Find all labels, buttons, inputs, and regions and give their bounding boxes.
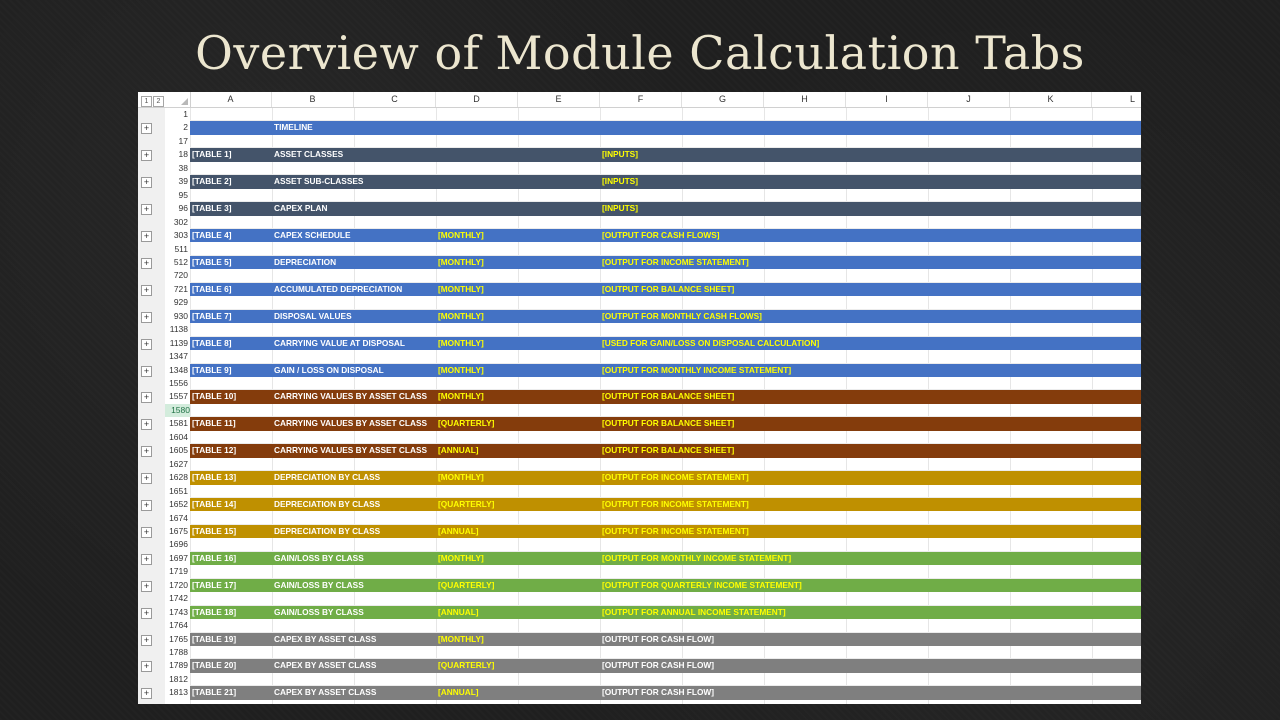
table-row (138, 337, 1141, 350)
row-number[interactable]: 38 (178, 162, 188, 173)
expand-group-plus-icon[interactable]: + (141, 258, 152, 269)
table-id-cell: [TABLE 6] (192, 283, 232, 294)
column-header-b[interactable]: B (272, 92, 354, 107)
table-row (138, 458, 1141, 471)
column-header-k[interactable]: K (1010, 92, 1092, 107)
table-name-cell: CAPEX PLAN (274, 203, 328, 214)
table-row (138, 525, 1141, 538)
table-row (138, 417, 1141, 430)
row-number[interactable]: 1556 (169, 378, 188, 388)
expand-group-plus-icon[interactable]: + (141, 123, 152, 134)
expand-group-plus-icon[interactable]: + (141, 446, 152, 457)
expand-group-plus-icon[interactable]: + (141, 473, 152, 484)
table-row (138, 565, 1141, 578)
frequency-cell: [ANNUAL] (438, 445, 479, 456)
table-row (138, 485, 1141, 498)
row-number[interactable]: 512 (173, 256, 188, 267)
output-note-cell: [OUTPUT FOR CASH FLOWS] (602, 230, 720, 241)
table-header-band[interactable] (190, 310, 1141, 323)
output-note-cell: [INPUTS] (602, 149, 638, 160)
column-header-l[interactable]: L (1092, 92, 1141, 107)
row-number[interactable]: 720 (173, 270, 188, 281)
frequency-cell: [ANNUAL] (438, 525, 479, 536)
row-number[interactable]: 1697 (169, 552, 188, 563)
table-name-cell: ASSET SUB-CLASSES (274, 176, 364, 187)
table-name-cell: CARRYING VALUES BY ASSET CLASS (274, 445, 428, 456)
table-id-cell: [TABLE 9] (192, 364, 232, 375)
table-row (138, 135, 1141, 148)
output-note-cell: [OUTPUT FOR MONTHLY INCOME STATEMENT] (602, 364, 792, 375)
table-header-band[interactable] (190, 229, 1141, 242)
row-number[interactable]: 302 (173, 216, 188, 227)
table-row (138, 377, 1141, 390)
frequency-cell: [QUARTERLY] (438, 499, 495, 510)
table-id-cell: [TABLE 13] (192, 472, 237, 483)
table-row (138, 646, 1141, 659)
output-note-cell: [OUTPUT FOR BALANCE SHEET] (602, 283, 735, 294)
table-row (138, 269, 1141, 282)
table-header-band[interactable] (190, 148, 1141, 161)
frequency-cell: [ANNUAL] (438, 687, 479, 698)
row-number[interactable]: 1674 (169, 512, 188, 523)
table-name-cell: DEPRECIATION BY CLASS (274, 525, 381, 536)
row-number[interactable]: 1696 (169, 539, 188, 550)
table-row (138, 686, 1141, 699)
expand-group-plus-icon[interactable]: + (141, 500, 152, 511)
frequency-cell: [QUARTERLY] (438, 660, 495, 671)
output-note-cell: [OUTPUT FOR BALANCE SHEET] (602, 418, 735, 429)
row-number[interactable]: 1764 (169, 620, 188, 631)
table-name-cell: GAIN/LOSS BY CLASS (274, 552, 364, 563)
table-row (138, 471, 1141, 484)
table-header-band[interactable] (190, 444, 1141, 457)
row-number[interactable]: 1742 (169, 593, 188, 604)
table-header-band[interactable] (190, 364, 1141, 377)
table-name-cell: DEPRECIATION BY CLASS (274, 499, 381, 510)
row-number[interactable]: 511 (174, 243, 188, 254)
select-all-corner[interactable] (165, 92, 191, 107)
frequency-cell: [MONTHLY] (438, 364, 484, 375)
row-number[interactable]: 1675 (169, 525, 188, 536)
table-id-cell: [TABLE 5] (192, 256, 232, 267)
table-row (138, 148, 1141, 161)
row-number[interactable]: 1788 (169, 647, 188, 657)
expand-group-plus-icon[interactable]: + (141, 554, 152, 565)
row-number[interactable]: 1719 (169, 566, 188, 577)
table-id-cell: [TABLE 3] (192, 203, 232, 214)
table-name-cell: CARRYING VALUE AT DISPOSAL (274, 337, 405, 348)
row-number[interactable]: 1580 (165, 404, 190, 417)
column-header-j[interactable]: J (928, 92, 1010, 107)
frequency-cell: [MONTHLY] (438, 283, 484, 294)
expand-group-plus-icon[interactable]: + (141, 635, 152, 646)
table-header-band[interactable] (190, 525, 1141, 538)
table-header-band[interactable] (190, 175, 1141, 188)
outline-level-1-button[interactable]: 1 (141, 96, 152, 107)
column-header-e[interactable]: E (518, 92, 600, 107)
row-number[interactable]: 1557 (169, 391, 188, 402)
slide-title: Overview of Module Calculation Tabs (195, 26, 1085, 80)
table-name-cell: DISPOSAL VALUES (274, 310, 352, 321)
column-header-a[interactable]: A (190, 92, 272, 107)
output-note-cell: [OUTPUT FOR ANNUAL INCOME STATEMENT] (602, 606, 786, 617)
row-number[interactable]: 1138 (169, 324, 188, 335)
row-number[interactable]: 1812 (169, 673, 188, 684)
row-number[interactable]: 1605 (169, 445, 188, 456)
row-number[interactable]: 18 (178, 149, 188, 160)
expand-group-plus-icon[interactable]: + (141, 231, 152, 242)
table-header-band[interactable] (190, 498, 1141, 511)
output-note-cell: [OUTPUT FOR INCOME STATEMENT] (602, 499, 749, 510)
table-row (138, 283, 1141, 296)
table-header-band[interactable] (190, 471, 1141, 484)
table-row (138, 175, 1141, 188)
table-row (138, 444, 1141, 457)
table-id-cell: [TABLE 10] (192, 391, 237, 402)
row-number[interactable]: 1627 (169, 458, 188, 469)
table-header-band[interactable] (190, 202, 1141, 215)
output-note-cell: [OUTPUT FOR MONTHLY CASH FLOWS] (602, 310, 762, 321)
column-header-i[interactable]: I (846, 92, 928, 107)
spreadsheet-grid[interactable] (138, 92, 1141, 704)
row-number[interactable]: 1604 (169, 431, 188, 442)
frequency-cell: [MONTHLY] (438, 256, 484, 267)
output-note-cell: [USED FOR GAIN/LOSS ON DISPOSAL CALCULATION] (602, 337, 820, 348)
table-row (138, 390, 1141, 403)
column-header-c[interactable]: C (354, 92, 436, 107)
output-note-cell: [OUTPUT FOR CASH FLOW] (602, 633, 714, 644)
table-row (138, 121, 1141, 134)
row-number[interactable]: 1139 (169, 337, 188, 348)
output-note-cell: [OUTPUT FOR BALANCE SHEET] (602, 445, 735, 456)
table-row (138, 619, 1141, 632)
row-number[interactable]: 17 (178, 135, 188, 146)
table-row (138, 592, 1141, 605)
table-name-cell: CAPEX BY ASSET CLASS (274, 687, 377, 698)
table-name-cell: TIMELINE (274, 122, 313, 133)
table-row (138, 673, 1141, 686)
table-name-cell: GAIN / LOSS ON DISPOSAL (274, 364, 384, 375)
row-number[interactable]: 96 (178, 203, 188, 214)
frequency-cell: [MONTHLY] (438, 337, 484, 348)
row-number[interactable]: 1628 (169, 472, 188, 483)
expand-group-plus-icon[interactable]: + (141, 419, 152, 430)
row-number[interactable]: 1347 (169, 351, 188, 362)
table-row (138, 243, 1141, 256)
row-number[interactable]: 1581 (169, 418, 188, 429)
table-row (138, 162, 1141, 175)
table-name-cell: DEPRECIATION (274, 256, 337, 267)
output-note-cell: [OUTPUT FOR QUARTERLY INCOME STATEMENT] (602, 579, 802, 590)
column-header-d[interactable]: D (436, 92, 518, 107)
output-note-cell: [OUTPUT FOR MONTHLY INCOME STATEMENT] (602, 552, 792, 563)
frequency-cell: [ANNUAL] (438, 606, 479, 617)
table-row (138, 431, 1141, 444)
table-name-cell: ACCUMULATED DEPRECIATION (274, 283, 403, 294)
table-header-band[interactable] (190, 121, 1141, 134)
expand-group-plus-icon[interactable]: + (141, 339, 152, 350)
row-number[interactable]: 929 (173, 297, 188, 308)
table-header-band[interactable] (190, 283, 1141, 296)
table-name-cell: GAIN/LOSS BY CLASS (274, 606, 364, 617)
table-name-cell: CARRYING VALUES BY ASSET CLASS (274, 418, 428, 429)
table-name-cell: CAPEX SCHEDULE (274, 230, 351, 241)
table-header-band[interactable] (190, 390, 1141, 403)
table-header-band[interactable] (190, 552, 1141, 565)
table-row (138, 512, 1141, 525)
table-id-cell: [TABLE 7] (192, 310, 232, 321)
expand-group-plus-icon[interactable]: + (141, 527, 152, 538)
table-row (138, 538, 1141, 551)
table-row (138, 404, 1141, 417)
table-id-cell: [TABLE 18] (192, 606, 237, 617)
table-row (138, 256, 1141, 269)
frequency-cell: [QUARTERLY] (438, 579, 495, 590)
table-header-band[interactable] (190, 256, 1141, 269)
table-row (138, 296, 1141, 309)
row-number[interactable]: 1813 (169, 687, 188, 698)
expand-group-plus-icon[interactable]: + (141, 661, 152, 672)
table-row (138, 606, 1141, 619)
frequency-cell: [MONTHLY] (438, 230, 484, 241)
row-number[interactable]: 1743 (169, 606, 188, 617)
row-number[interactable]: 1652 (169, 499, 188, 510)
table-name-cell: GAIN/LOSS BY CLASS (274, 579, 364, 590)
frequency-cell: [MONTHLY] (438, 633, 484, 644)
frequency-cell: [MONTHLY] (438, 552, 484, 563)
table-name-cell: CAPEX BY ASSET CLASS (274, 660, 377, 671)
table-id-cell: [TABLE 1] (192, 149, 232, 160)
expand-group-plus-icon[interactable]: + (141, 608, 152, 619)
outline-level-2-button[interactable]: 2 (153, 96, 164, 107)
frequency-cell: [MONTHLY] (438, 310, 484, 321)
table-row (138, 364, 1141, 377)
output-note-cell: [OUTPUT FOR CASH FLOW] (602, 687, 714, 698)
table-header-band[interactable] (190, 606, 1141, 619)
row-number[interactable]: 1765 (169, 633, 188, 644)
table-id-cell: [TABLE 19] (192, 633, 237, 644)
expand-group-plus-icon[interactable]: + (141, 392, 152, 403)
output-note-cell: [OUTPUT FOR INCOME STATEMENT] (602, 525, 749, 536)
table-id-cell: [TABLE 8] (192, 337, 232, 348)
row-number[interactable]: 1651 (169, 485, 188, 496)
expand-group-plus-icon[interactable]: + (141, 312, 152, 323)
row-number[interactable]: 1720 (169, 579, 188, 590)
table-name-cell: CARRYING VALUES BY ASSET CLASS (274, 391, 428, 402)
column-header-h[interactable]: H (764, 92, 846, 107)
row-number[interactable]: 721 (173, 283, 188, 294)
table-row (138, 189, 1141, 202)
table-row (138, 633, 1141, 646)
table-id-cell: [TABLE 20] (192, 660, 237, 671)
frequency-cell: [MONTHLY] (438, 391, 484, 402)
table-header-band[interactable] (190, 633, 1141, 646)
table-row (138, 108, 1141, 121)
table-header-band[interactable] (190, 337, 1141, 350)
row-number[interactable]: 39 (178, 176, 188, 187)
table-id-cell: [TABLE 4] (192, 230, 232, 241)
expand-group-plus-icon[interactable]: + (141, 285, 152, 296)
column-header-f[interactable]: F (600, 92, 682, 107)
table-row (138, 202, 1141, 215)
table-row (138, 310, 1141, 323)
table-id-cell: [TABLE 12] (192, 445, 237, 456)
expand-group-plus-icon[interactable]: + (141, 150, 152, 161)
output-note-cell: [OUTPUT FOR CASH FLOW] (602, 660, 714, 671)
frequency-cell: [QUARTERLY] (438, 418, 495, 429)
table-id-cell: [TABLE 2] (192, 176, 232, 187)
column-header-g[interactable]: G (682, 92, 764, 107)
row-number[interactable]: 930 (173, 310, 188, 321)
table-name-cell: CAPEX BY ASSET CLASS (274, 633, 377, 644)
row-number[interactable]: 1789 (169, 660, 188, 671)
output-note-cell: [INPUTS] (602, 176, 638, 187)
expand-group-plus-icon[interactable]: + (141, 581, 152, 592)
table-row (138, 579, 1141, 592)
table-id-cell: [TABLE 11] (192, 418, 236, 429)
table-row (138, 659, 1141, 672)
expand-group-plus-icon[interactable]: + (141, 204, 152, 215)
row-number[interactable]: 1348 (169, 364, 188, 375)
output-note-cell: [OUTPUT FOR BALANCE SHEET] (602, 391, 735, 402)
expand-group-plus-icon[interactable]: + (141, 688, 152, 699)
table-id-cell: [TABLE 15] (192, 525, 237, 536)
table-row (138, 498, 1141, 511)
table-header-band[interactable] (190, 686, 1141, 699)
row-number[interactable]: 1 (183, 109, 188, 119)
table-id-cell: [TABLE 21] (192, 687, 237, 698)
table-header-band[interactable] (190, 417, 1141, 430)
output-note-cell: [INPUTS] (602, 203, 638, 214)
table-row (138, 552, 1141, 565)
table-header-band[interactable] (190, 659, 1141, 672)
output-note-cell: [OUTPUT FOR INCOME STATEMENT] (602, 256, 749, 267)
row-number[interactable]: 303 (173, 230, 188, 241)
row-number[interactable]: 95 (178, 189, 188, 200)
output-note-cell: [OUTPUT FOR INCOME STATEMENT] (602, 472, 749, 483)
table-name-cell: ASSET CLASSES (274, 149, 344, 160)
table-row (138, 350, 1141, 363)
table-id-cell: [TABLE 16] (192, 552, 237, 563)
row-number[interactable]: 2 (183, 122, 188, 133)
table-row (138, 323, 1141, 336)
expand-group-plus-icon[interactable]: + (141, 177, 152, 188)
table-id-cell: [TABLE 14] (192, 499, 237, 510)
frequency-cell: [MONTHLY] (438, 472, 484, 483)
table-name-cell: DEPRECIATION BY CLASS (274, 472, 381, 483)
expand-group-plus-icon[interactable]: + (141, 366, 152, 377)
table-row (138, 216, 1141, 229)
table-id-cell: [TABLE 17] (192, 579, 237, 590)
table-row (138, 229, 1141, 242)
table-header-band[interactable] (190, 579, 1141, 592)
